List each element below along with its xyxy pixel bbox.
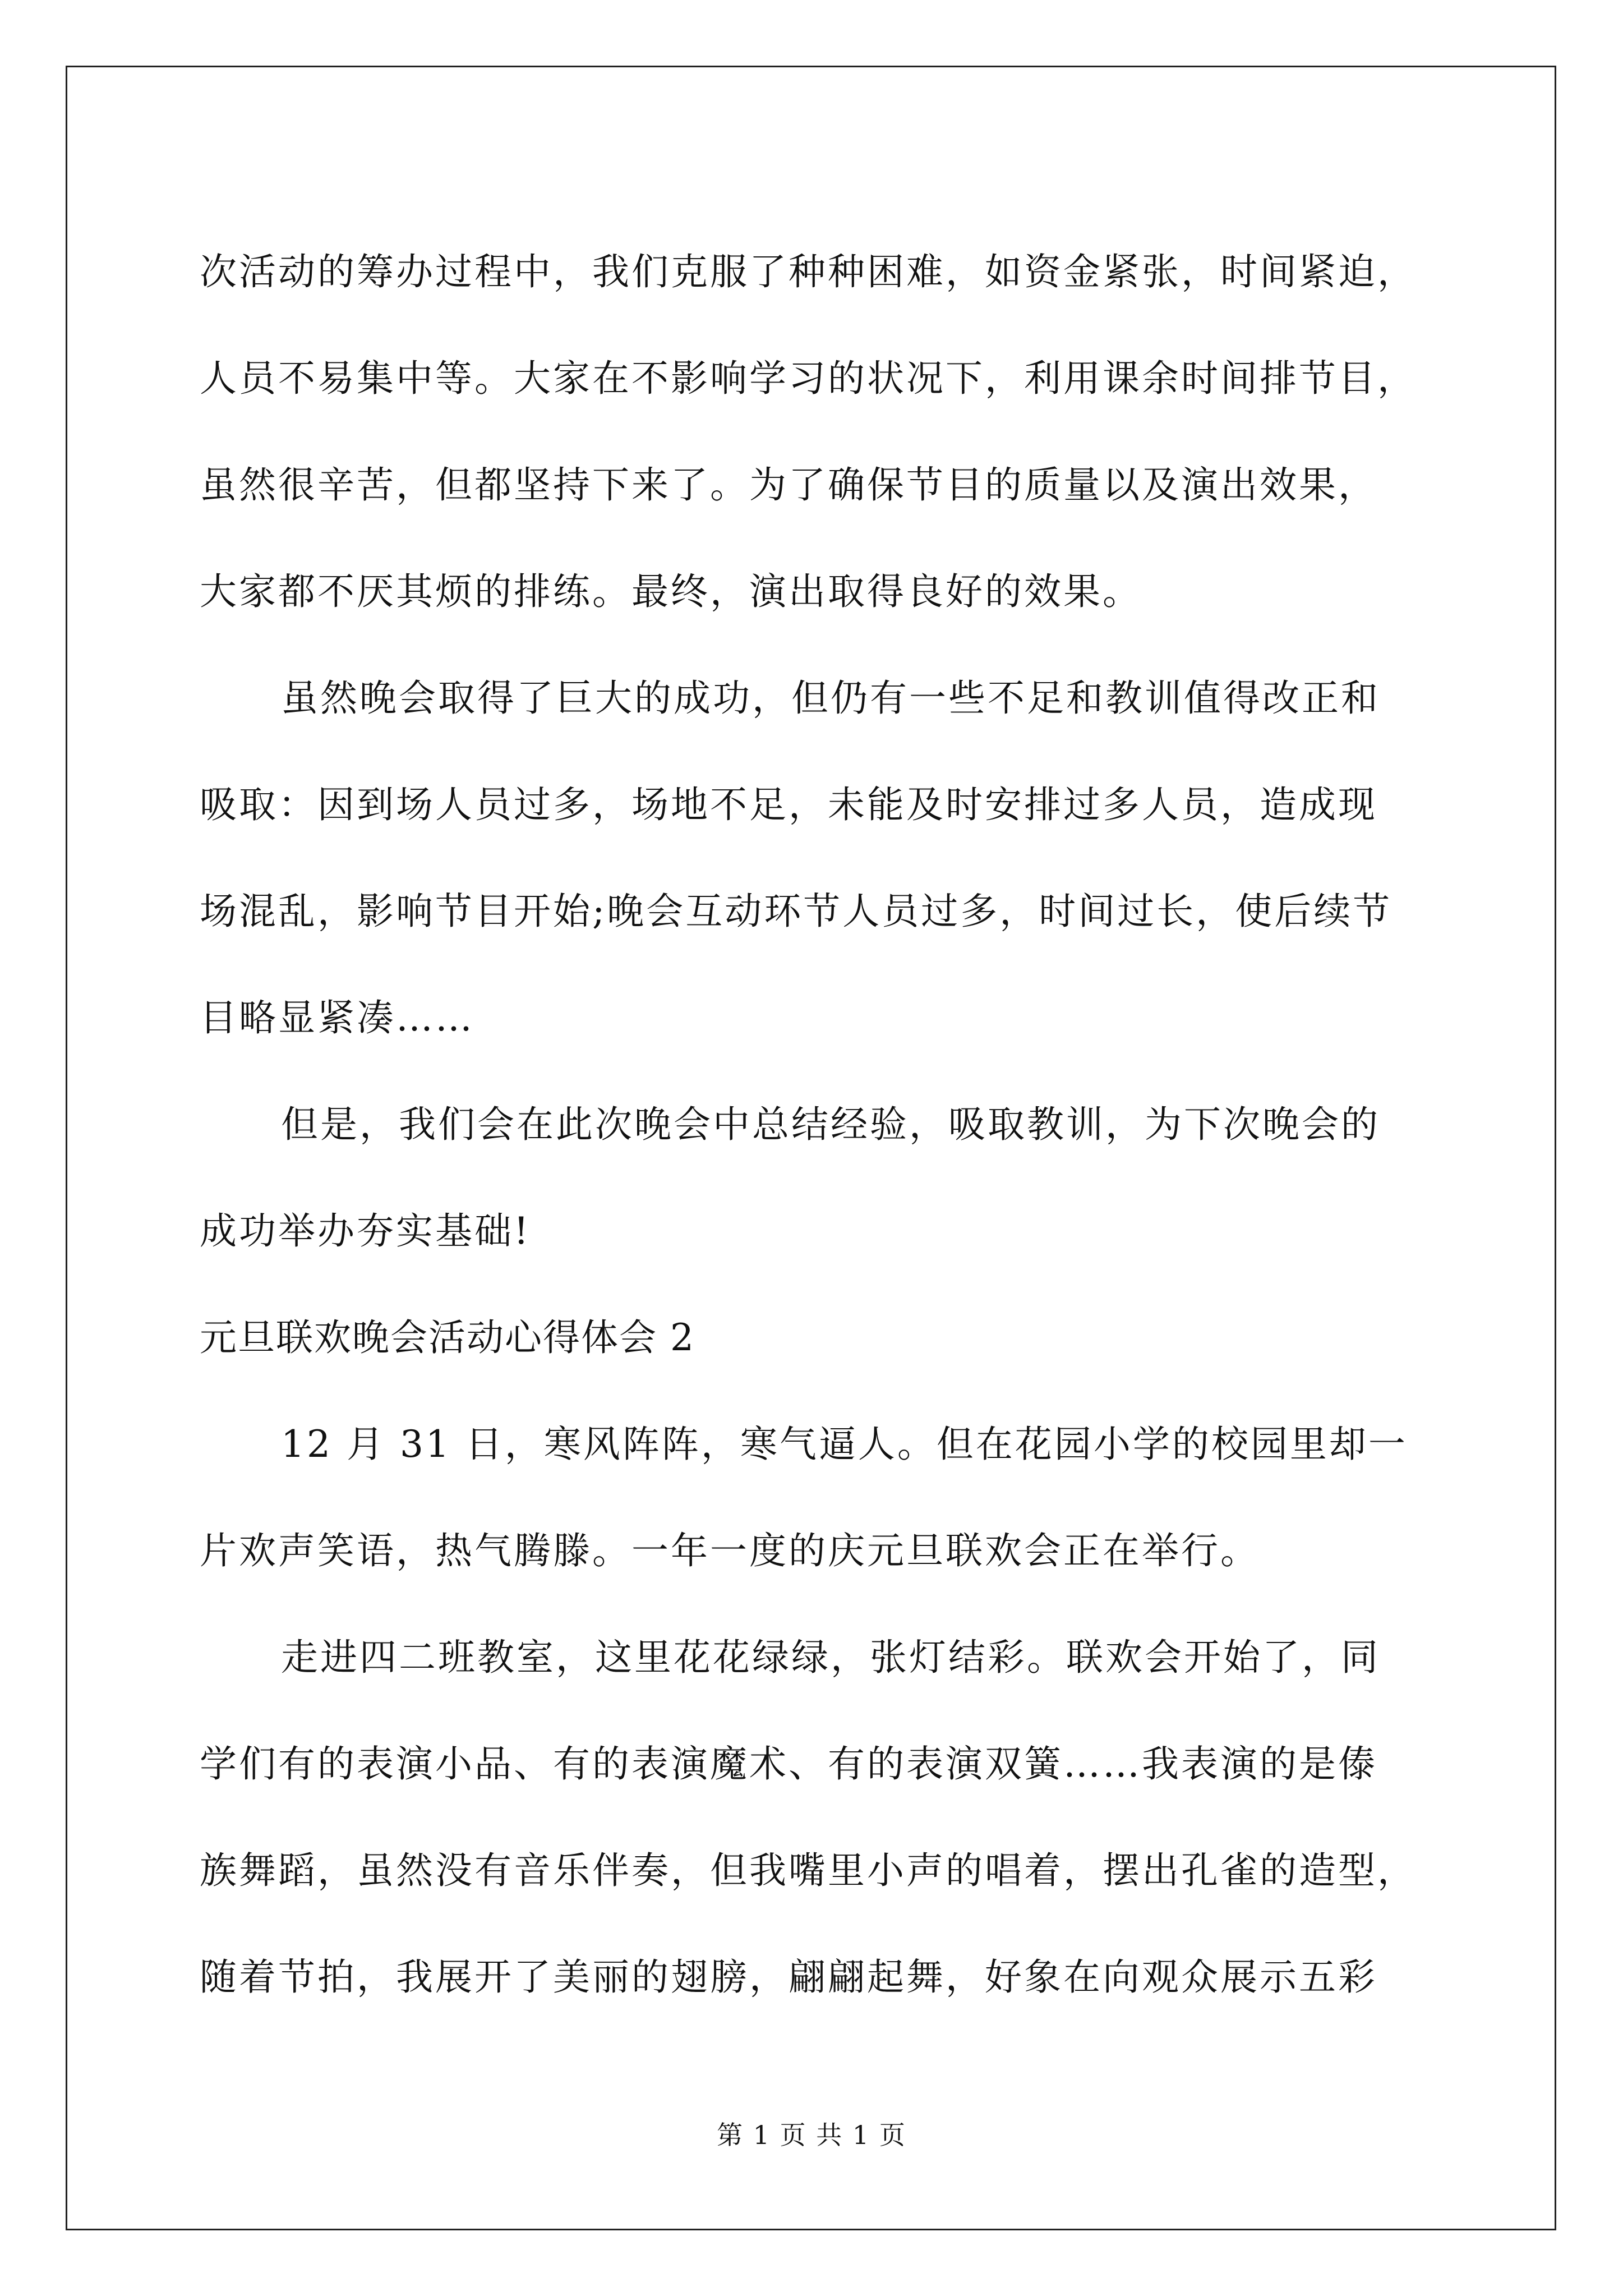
document-body	[200, 219, 1422, 2031]
text-line: 次活动的筹办过程中，我们克服了种种困难，如资金紧张，时间紧迫，	[200, 250, 1417, 293]
text-line: 成功举办夯实基础!	[200, 1209, 531, 1253]
text-line: 大家都不厌其烦的排练。最终，演出取得良好的效果。	[200, 570, 1142, 613]
text-line: 人员不易集中等。大家在不影响学习的状况下，利用课余时间排节目，	[200, 357, 1417, 400]
text-line: 族舞蹈，虽然没有音乐伴奏，但我嘴里小声的唱着，摆出孔雀的造型，	[200, 1849, 1417, 1892]
paragraph-start-line: 走进四二班教室，这里花花绿绿，张灯结彩。联欢会开始了，同	[281, 1636, 1380, 1679]
text-line: 场混乱，影响节目开始;晚会互动环节人员过多，时间过长，使后续节	[200, 890, 1393, 933]
text-line: 吸取：因到场人员过多，场地不足，未能及时安排过多人员，造成现	[200, 783, 1377, 826]
paragraph-start-line: 但是，我们会在此次晚会中总结经验，吸取教训，为下次晚会的	[281, 1103, 1380, 1146]
paragraph-start-line: 12 月 31 日，寒风阵阵，寒气逼人。但在花园小学的校园里却一	[281, 1423, 1408, 1466]
page-footer: 第 1 页 共 1 页	[717, 2120, 906, 2150]
paragraph-start-line: 虽然晚会取得了巨大的成功，但仍有一些不足和教训值得改正和	[281, 677, 1380, 720]
text-line: 随着节拍，我展开了美丽的翅膀，翩翩起舞，好象在向观众展示五彩	[200, 1955, 1377, 1999]
text-line: 虽然很辛苦，但都坚持下来了。为了确保节目的质量以及演出效果，	[200, 463, 1377, 507]
text-line: 目略显紧凑……	[200, 996, 474, 1039]
section-heading: 元旦联欢晚会活动心得体会 2	[200, 1316, 695, 1359]
text-line: 片欢声笑语，热气腾滕。一年一度的庆元旦联欢会正在举行。	[200, 1529, 1260, 1572]
text-line: 学们有的表演小品、有的表演魔术、有的表演双簧……我表演的是傣	[200, 1742, 1377, 1786]
